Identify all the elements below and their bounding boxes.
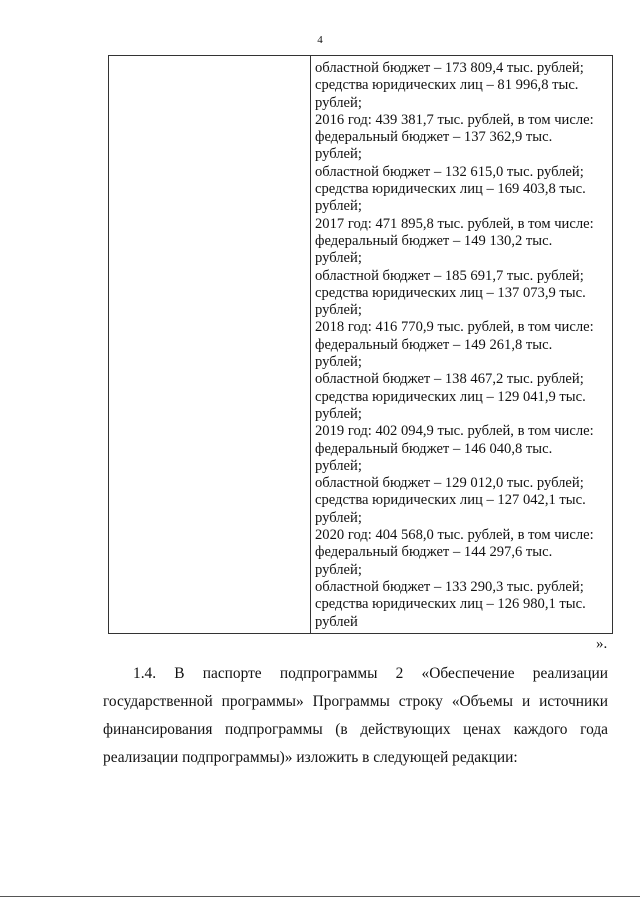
- table-cell-line: рублей;: [315, 457, 362, 474]
- table-cell-line: средства юридических лиц – 129 041,9 тыс.: [315, 388, 586, 405]
- table-cell-line: рублей;: [315, 94, 362, 111]
- table-cell-line: средства юридических лиц – 127 042,1 тыс.: [315, 492, 586, 509]
- table-cell-line: федеральный бюджет – 149 130,2 тыс.: [315, 232, 553, 249]
- table-cell-line: рублей;: [315, 146, 362, 163]
- table-cell-line: средства юридических лиц – 137 073,9 тыс.: [315, 284, 586, 301]
- table-cell-line: областной бюджет – 133 290,3 тыс. рублей;: [315, 578, 584, 595]
- table-cell-line: областной бюджет – 132 615,0 тыс. рублей;: [315, 163, 584, 180]
- table-cell-line: рублей;: [315, 509, 362, 526]
- table-cell-line: 2020 год: 404 568,0 тыс. рублей, в том числе:: [315, 527, 594, 544]
- table-cell-line: рублей;: [315, 198, 362, 215]
- page-number: 4: [317, 34, 323, 46]
- table-cell-line: средства юридических лиц – 81 996,8 тыс.: [315, 77, 579, 94]
- table-cell-line: федеральный бюджет – 144 297,6 тыс.: [315, 544, 553, 561]
- table-cell-line: рублей;: [315, 302, 362, 319]
- table-cell-line: 2017 год: 471 895,8 тыс. рублей, в том числе:: [315, 215, 594, 232]
- table-cell-line: рублей;: [315, 405, 362, 422]
- table-cell-line: рублей;: [315, 250, 362, 267]
- table-right-cell: [315, 60, 611, 631]
- amendment-paragraph: 1.4. В паспорте подпрограммы 2 «Обеспечение реализации государственной программы» Программы строку «Объемы и источники финансирования подпрограммы (в действующих ценах каждого года реализации подпрограммы)» изложить в следующей редакции:: [103, 665, 608, 766]
- table-cell-line: рублей;: [315, 561, 362, 578]
- table-cell-line: областной бюджет – 129 012,0 тыс. рублей;: [315, 475, 584, 492]
- footer-rule: [0, 896, 640, 897]
- table-column-divider: [310, 56, 311, 633]
- table-cell-line: средства юридических лиц – 126 980,1 тыс.: [315, 596, 586, 613]
- closing-quote: ».: [596, 636, 608, 652]
- table-cell-line: рублей: [315, 613, 358, 630]
- table-cell-line: федеральный бюджет – 137 362,9 тыс.: [315, 129, 553, 146]
- table-cell-line: федеральный бюджет – 149 261,8 тыс.: [315, 336, 553, 353]
- table-cell-line: 2019 год: 402 094,9 тыс. рублей, в том числе:: [315, 423, 594, 440]
- table-cell-line: областной бюджет – 138 467,2 тыс. рублей;: [315, 371, 584, 388]
- table-cell-line: рублей;: [315, 354, 362, 371]
- table-cell-line: 2018 год: 416 770,9 тыс. рублей, в том числе:: [315, 319, 594, 336]
- funding-table: [108, 55, 613, 634]
- table-cell-line: федеральный бюджет – 146 040,8 тыс.: [315, 440, 553, 457]
- table-cell-line: областной бюджет – 185 691,7 тыс. рублей;: [315, 267, 584, 284]
- table-cell-line: областной бюджет – 173 809,4 тыс. рублей;: [315, 60, 584, 76]
- table-cell-line: средства юридических лиц – 169 403,8 тыс.: [315, 181, 586, 198]
- table-cell-line: 2016 год: 439 381,7 тыс. рублей, в том числе:: [315, 111, 594, 128]
